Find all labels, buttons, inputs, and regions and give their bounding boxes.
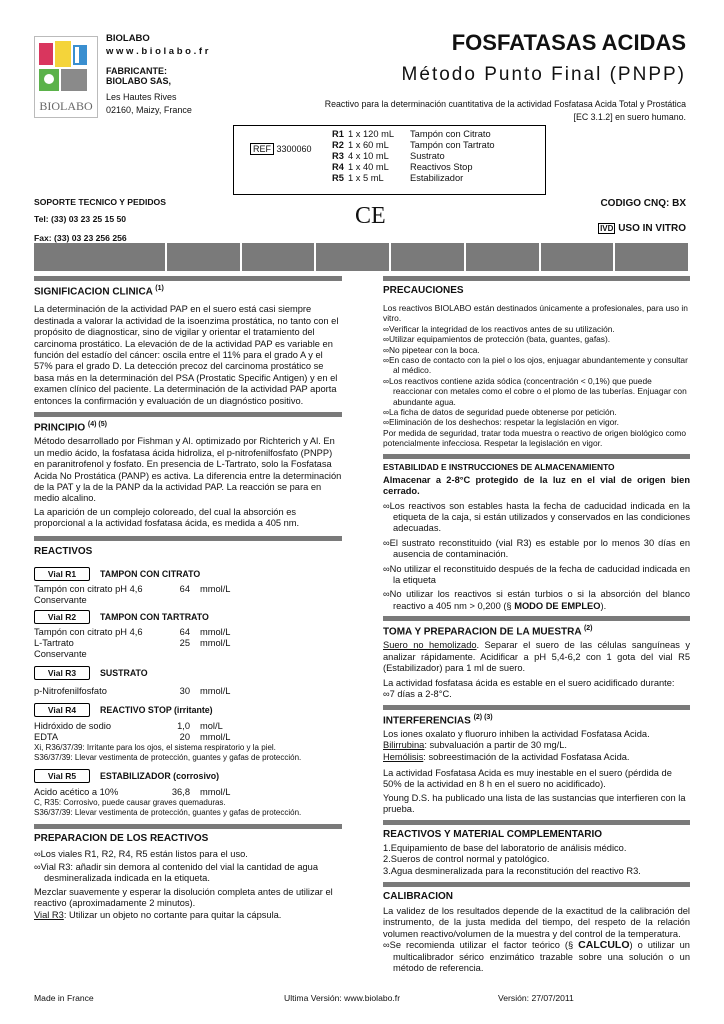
significacion-text: La determinación de la actividad PAP en el suero está casi siempre destinada a valorar la actividad de la isoenzima prostática, no tanto con el propósito de diagnosticar, sino de vigilar y orientar el tratamiento del carcinoma prostático. La elevación de de la actividad PAP es variable en función del estadío del cáncer: oscila entre el 11% para el grado A y el 57% para el grado D. La detección precoz del carcinoma prostático se basa más en la determinación del PSA (Prostatic Specific Antigen) y en el examen clínico del paciente. La determinación de la actividad PAP aporta entonces la confirmación y evaluación de un diagnóstico positivo. (34, 304, 339, 406)
ref-box (233, 125, 546, 195)
storage-list (383, 501, 690, 587)
toma-text3: ∞7 días a 2-8°C. (383, 689, 452, 700)
ref-row: R5 1 x 5 mL Estabilizador (332, 173, 464, 183)
inter-line2: Bilirrubina: subvaluación a partir de 30 mg/L. (383, 740, 567, 751)
prep-item2: ∞Vial R3: añadir sin demora al contenido del vial la cantidad de agua desmineralizada indicada en la etiqueta. (34, 861, 318, 884)
title-description (325, 99, 686, 122)
address-line2: 02160, Maizy, France (106, 105, 192, 115)
vial-r5-table: Acido acético a 10% 36,8 mmol/L (34, 786, 231, 797)
ref-row: R3 4 x 10 mL Sustrato (332, 151, 445, 161)
cnq-code: CODIGO CNQ: BX (600, 198, 686, 209)
document-title: FOSFATASAS ACIDAS (451, 30, 686, 55)
prep-text2: Vial R3: Utilizar un objeto no cortante para quitar la cápsula. (34, 909, 282, 920)
vial-r5-note1: C, R35: Corrosivo, puede causar graves quemaduras. (34, 797, 226, 807)
vial-r4-note2: S36/37/39: Llevar vestimenta de protección, guantes y gafas de protección. (34, 752, 302, 762)
footer-version-site[interactable]: Ultima Versión: www.biolabo.fr (284, 993, 401, 1003)
description-line2: [EC 3.1.2] en suero humano. (573, 112, 686, 122)
inter-para2: Young D.S. ha publicado una lista de las sustancias que interfieren con la prueba. (383, 792, 686, 815)
toma-text2: La actividad fosfatasa ácida es estable en el suero acidificado durante: (383, 677, 675, 688)
vial-r1-table: Tampón con citrato pH 4,6 64 mmol/L Conservante (34, 583, 231, 605)
section-principio: PRINCIPIO $^{(4) (5)}$ (34, 420, 107, 434)
manufacturer-label: FABRICANTE: (106, 66, 167, 76)
vial-r3-name: SUSTRATO (100, 667, 148, 678)
vial-r1-name: TAMPON CON CITRATO (100, 568, 201, 579)
storage-bold: Almacenar a 2-8°C protegido de la luz en el vial de origen bien cerrado. (383, 474, 690, 497)
logo-graphic-icon (35, 37, 97, 99)
ref-row: R1 1 x 120 mL Tampón con Citrato (332, 129, 491, 139)
vial-r1-badge: Vial R1 (34, 567, 90, 581)
section-preparacion: PREPARACION DE LOS REACTIVOS (34, 832, 209, 844)
mat-item3: 3.Agua desmineralizada para la reconstitución del reactivo R3. (383, 865, 641, 876)
mat-item2: 2.Sueros de control normal y patológico. (383, 854, 550, 865)
section-toma: TOMA Y PREPARACION DE LA MUESTRA $^{(2)}$ (383, 625, 593, 638)
logo-text: BIOLABO (39, 99, 93, 113)
vial-r2-name: TAMPON CON TARTRATO (100, 611, 209, 622)
precaucion-item: ∞Utilizar equipamientos de protección (bata, guantes, gafas). (383, 334, 611, 345)
brand-website[interactable]: w w w . b i o l a b o . f r (106, 46, 209, 57)
section-significacion: SIGNIFICACION CLINICA $^{(1)}$ (34, 285, 164, 298)
section-calibracion: CALIBRACION (383, 890, 453, 902)
address-line1: Les Hautes Rives (106, 92, 177, 102)
ivd-icon: IVD (600, 224, 614, 233)
prep-item1: ∞Los viales R1, R2, R4, R5 están listos para el uso. (34, 848, 248, 859)
ref-row: R4 1 x 40 mL Reactivos Stop (332, 162, 473, 172)
section-estabilidad: ESTABILIDAD E INSTRUCCIONES DE ALMACENAMIENTO (383, 461, 615, 472)
description-line1: Reactivo para la determinación cuantitativa de la actividad Fosfatasa Acida Total y Prostática (324, 99, 686, 109)
vial-r4-table: Hidróxido de sodio 1,0 mol/L EDTA 20 mmol/L (34, 720, 231, 742)
ivd-text: USO IN VITRO (618, 223, 686, 234)
vial-r4-name: REACTIVO STOP (irritante) (100, 704, 213, 715)
storage-item: ∞Los reactivos son estables hasta la fecha de caducidad indicada en la etiqueta de la caja, si están utilizados y conservados en las condiciones adecuadas. (383, 500, 690, 534)
inter-line1: Los iones oxalato y fluoruro inhiben la actividad Fosfatasa Acida. (383, 728, 650, 739)
manufacturer-name: BIOLABO SAS, (106, 76, 172, 86)
vial-r3-badge: Vial R3 (34, 666, 90, 680)
ref-row: R2 1 x 60 mL Tampón con Tartrato (332, 140, 495, 150)
toma-text: Suero no hemolizado. Separar el suero de las células sanguíneas y analizar rápidamente. Acidificar a pH 5,4-6,2 con 1 gota del vial R5 (Estabilizador) para 1 ml de suero. (383, 640, 690, 674)
precaucion-item: ∞Eliminación de los deshechos: respetar la legislación en vigor. (383, 417, 619, 428)
precauciones-list (383, 324, 690, 428)
vial-r5-badge: Vial R5 (34, 769, 90, 783)
precaucion-item: ∞Los reactivos contiene azida sódica (concentración < 0,1%) que puede reaccionar con metales como el cobre o el plomo de las tuberías. Enjuagar con abundante agua. (383, 375, 687, 407)
storage-item: ∞El sustrato reconstituido (vial R3) es estable por lo menos 30 días en ausencia de contaminación. (383, 537, 690, 560)
vial-r5-name: ESTABILIZADOR (corrosivo) (100, 770, 220, 781)
cal-item: ∞Se recomienda utilizar el factor teórico (§ CALCULO) o utilizar un multicalibrador sérico enzimático trazable sobre una solución o un método de referencia. (383, 939, 690, 973)
precaucion-item: ∞En caso de contacto con la piel o los ojos, enjuagar abundantemente y consultar al médico. (383, 355, 688, 376)
precaucion-item: ∞No pipetear con la boca. (383, 344, 480, 355)
vial-r4-note1: Xi, R36/37/39: Irritante para los ojos, el sistema respiratorio y la piel. (34, 742, 276, 752)
footer-version-date: Versión: 27/07/2011 (498, 993, 574, 1003)
inter-para1: La actividad Fosfatasa Acida es muy inestable en el suero (pérdida de 50% de la actividad en 8 h en el suero no acidificado). (383, 768, 672, 790)
footer-made-in: Made in France (34, 993, 94, 1003)
principio-text: Método desarrollado por Fishman y Al. optimizado por Richterich y Al. En un medio ácido, la fosfatasa ácida hidroliza, el p-nitrofenilfosfato (PNPP) en paranitrofenol y fosfato. En presencia de L-Tartrato, solo la Fosfatasa Acida No Prostática (PANP) es activa. La diferencia entre la determinación de la PAT y la de la PANP da la actividad PAP. La reacción se para en medio alcalino. (34, 436, 342, 504)
precauciones-outro: Por medida de seguridad, tratar toda muestra o reactivo de origen biológico como potencialmente infecciosa. Respetar la legislación en vigor. (383, 427, 687, 449)
support-title: SOPORTE TECNICO Y PEDIDOS (34, 197, 166, 207)
cal-text: La validez de los resultados depende de la exactitud de la calibración del instrumento, de la justa medida del tiempo, del respeto de la relación volumen reactivo/volumen de la muestra y del control de la temperatura. (383, 905, 690, 939)
mat-item1: 1.Equipamiento de base del laboratorio de análisis médico. (383, 842, 627, 853)
header-strip (34, 243, 688, 273)
document-subtitle: Método Punto Final (PNPP) (401, 64, 686, 85)
ce-mark-icon: CE (355, 203, 386, 229)
ref-code: 3300060 (276, 144, 312, 154)
principio-text2: La aparición de un complejo coloreado, del cual la absorción es proporcional a la actividad fosfatasa ácida, es medida a 405 nm. (34, 506, 300, 529)
precauciones-intro: Los reactivos BIOLABO están destinados únicamente a profesionales, para uso in vitro. (383, 303, 688, 324)
section-material: REACTIVOS Y MATERIAL COMPLEMENTARIO (383, 828, 603, 840)
ref-table (332, 129, 495, 184)
inter-line3: Hemólisis: sobreestimación de la actividad Fosfatasa Acida. (383, 751, 630, 762)
section-interferencias: INTERFERENCIAS $^{(2) (3)}$ (383, 713, 493, 726)
prep-text1: Mezclar suavemente y esperar la disolución completa antes de utilizar el reactivo (aproximadamente 2 minutos). (34, 886, 333, 909)
precaucion-item: ∞Verificar la integridad de los reactivos antes de su utilización. (383, 323, 615, 334)
vial-r5-note2: S36/37/39: Llevar vestimenta de protección, guantes y gafas de protección. (34, 807, 302, 817)
brand-name: BIOLABO (106, 33, 150, 44)
precaucion-item: ∞La ficha de datos de seguridad puede obtenerse por petición. (383, 407, 617, 418)
section-reactivos: REACTIVOS (34, 545, 93, 557)
support-tel[interactable]: Tel: (33) 03 23 25 15 50 (34, 214, 127, 224)
vial-r2-badge: Vial R2 (34, 610, 90, 624)
support-fax: Fax: (33) 03 23 256 256 (34, 233, 127, 243)
storage-item: ∞No utilizar el reconstituido después de la fecha de caducidad indicada en la etiqueta (383, 563, 690, 585)
vial-r3-table: p-Nitrofenilfosfato 30 mmol/L (34, 685, 231, 696)
vial-r4-badge: Vial R4 (34, 703, 90, 717)
vial-r2-table: Tampón con citrato pH 4,6 64 mmol/L L-Tartrato 25 mmol/L Conservante (34, 626, 231, 659)
section-precauciones: PRECAUCIONES (383, 285, 464, 296)
storage-last: ∞No utilizar los reactivos si están turbios o si la absorción del blanco reactivo a 405 nm > 0,200 (§ MODO DE EMPLEO). (383, 589, 690, 611)
ivd-label (598, 223, 686, 234)
biolabo-logo (34, 36, 98, 118)
ref-label: REF (250, 143, 274, 155)
